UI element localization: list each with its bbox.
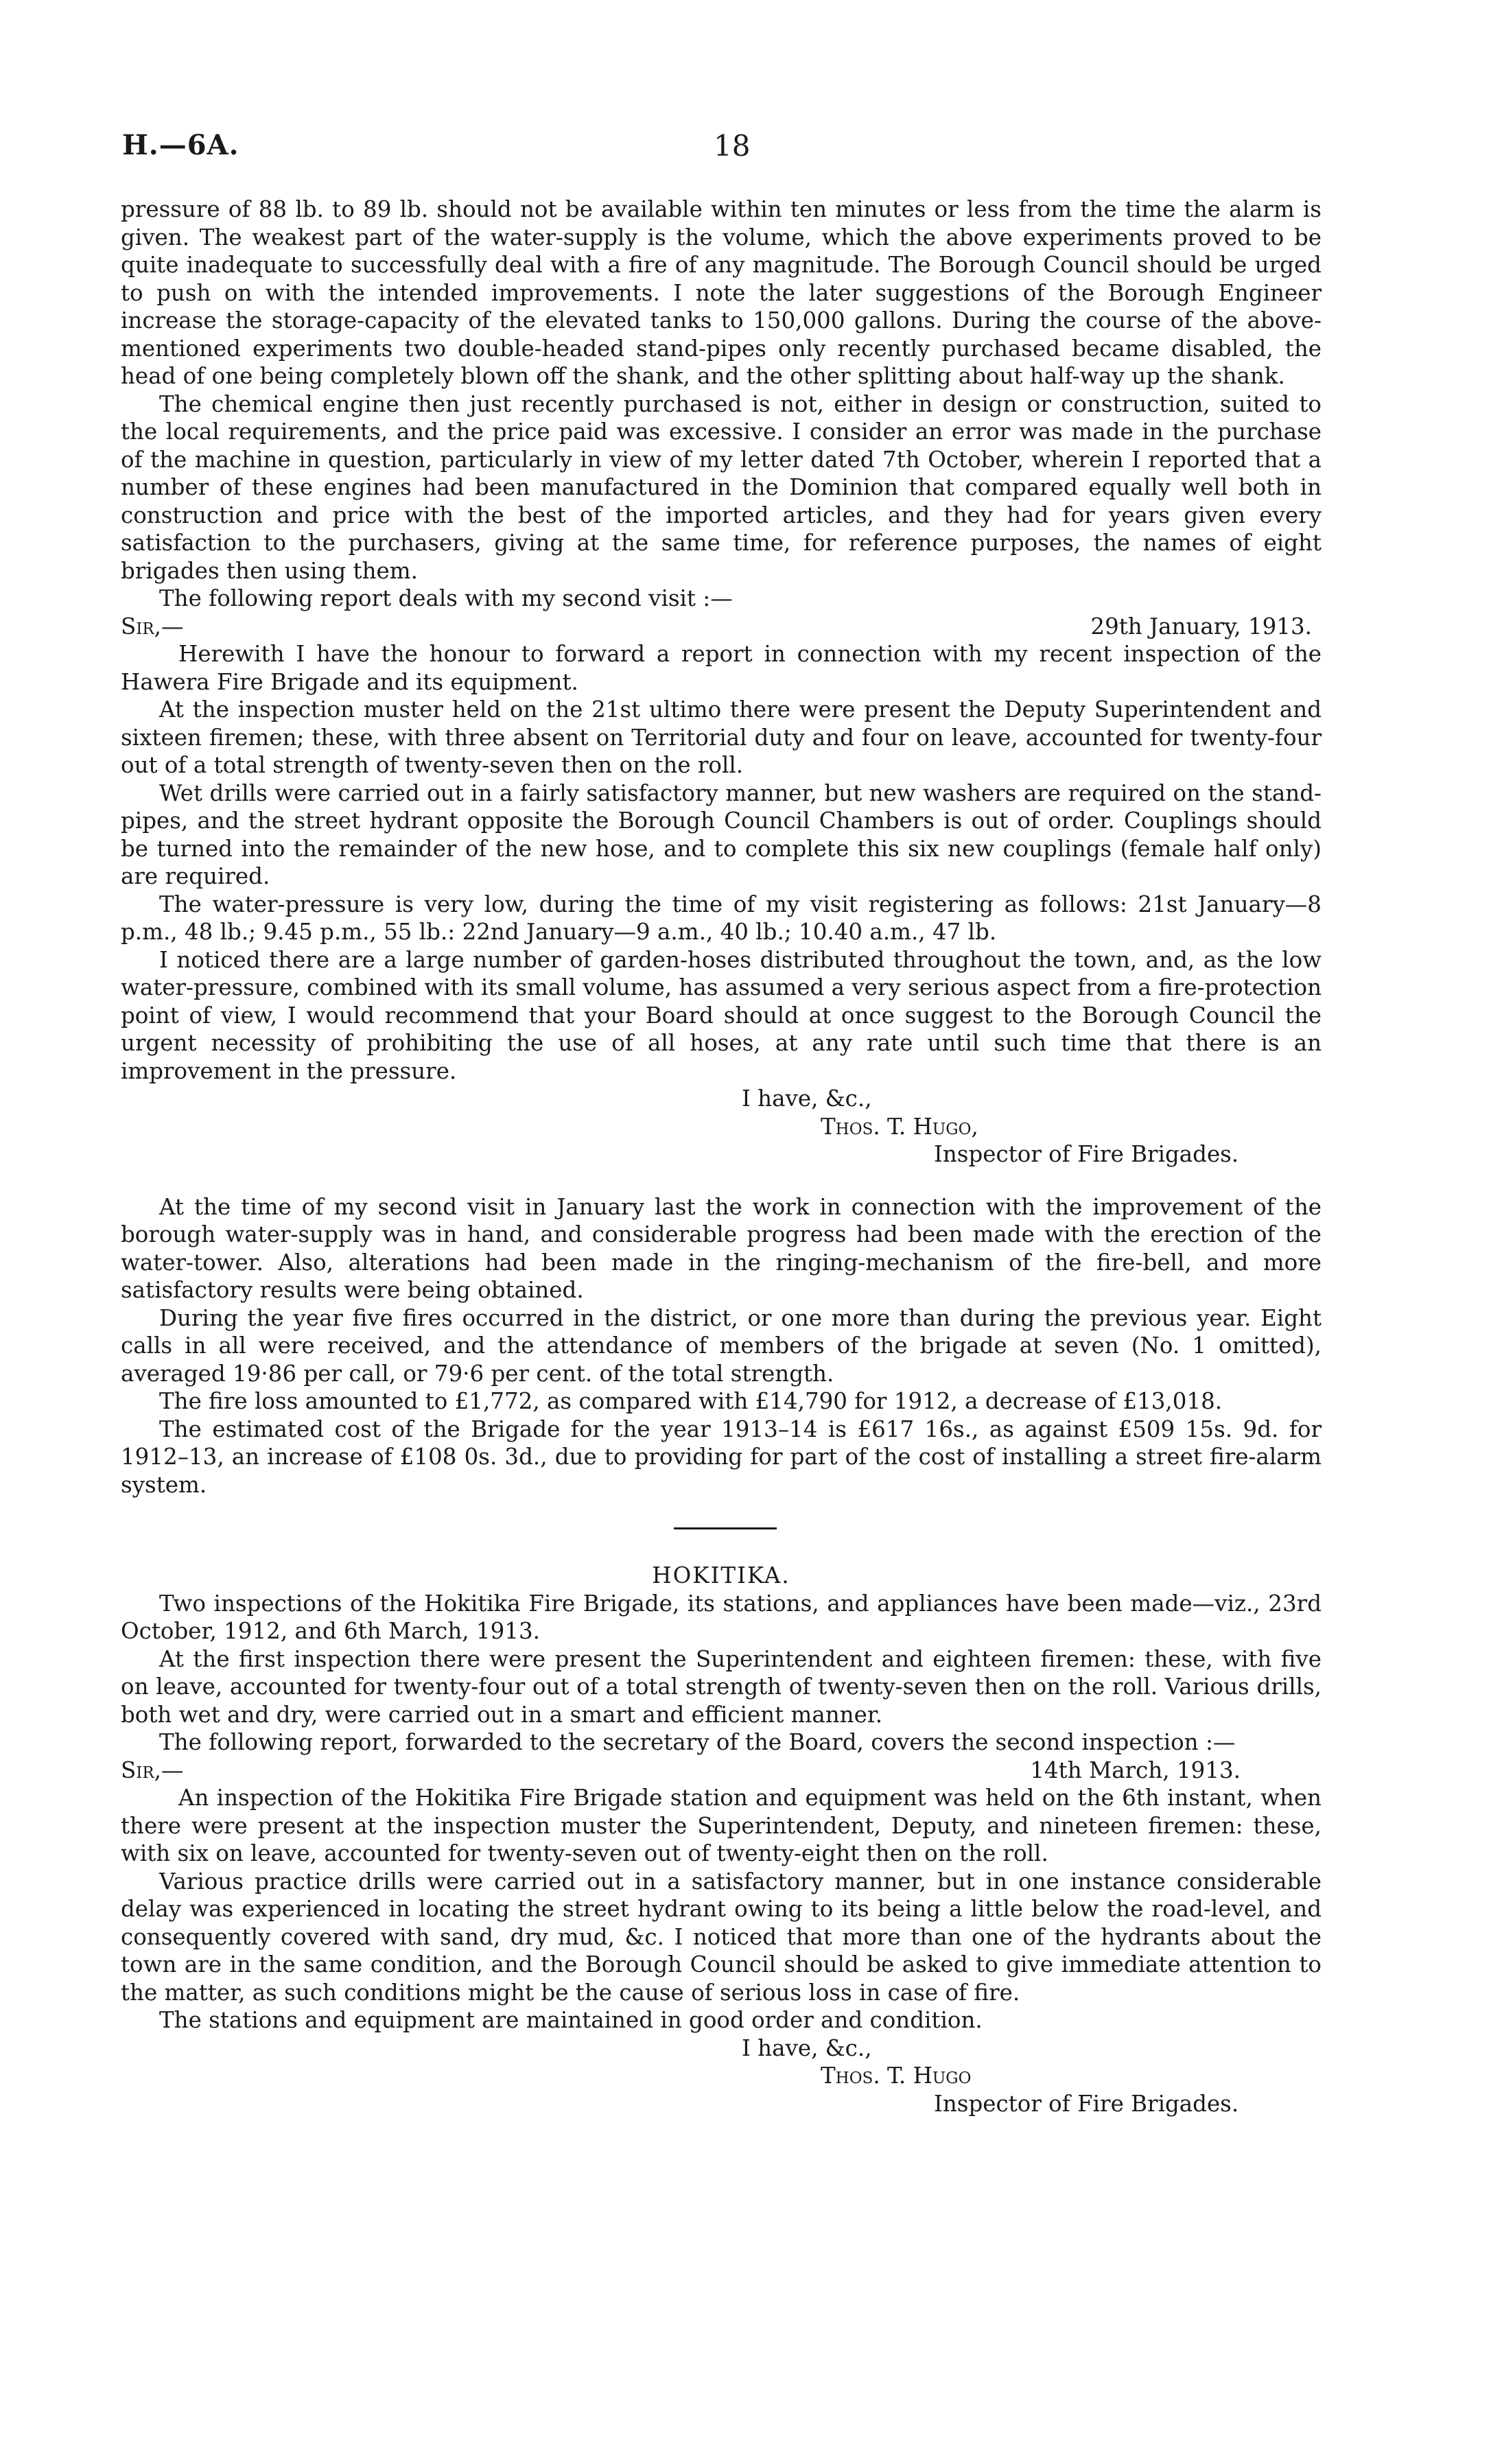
report1-paragraph: Wet drills were carried out in a fairly satisfactory manner, but new washers are required on the stand-pipes, and the street hydrant opposite the Borough Council Chambers is out of order. Couplings should be turned into the remainder of the new hose, and to complete this six new couplings (female half only) are required. [121,779,1322,889]
report1-paragraph: The water-pressure is very low, during the time of my visit registering as follows: 21st January—8 p.m., 48 lb.; 9.45 p.m., 55 lb.: 22nd January—9 a.m., 40 lb.; 10.40 a.m., 47 lb. [121,891,1322,945]
report2-closing: I have, &c., [742,2034,872,2061]
paragraph-report-intro: The following report deals with my second visit :— [159,585,733,611]
divider-line [674,1527,777,1529]
report2-salutation: Sir,— [121,1757,184,1783]
paragraph-water-tower: At the time of my second visit in January last the work in connection with the improvement of the borough water-supply was in hand, and considerable progress had been made with the erection of the water-tower. Also, alterations had been made in the ringing-mechanism of the fire-bell, and more satisfactory results were being obtained. [121,1193,1322,1303]
spacer [121,1169,1322,1193]
paragraph-chemical-engine: The chemical engine then just recently purchased is not, either in design or construction, suited to the local requirements, and the price paid was excessive. I consider an error was made in the purchase of the machine in question, particularly in view of my letter dated 7th October, wherein I reported that a number of these engines had been manufactured in the Dominion that compared equally well both in construction and price with the best of the imported articles, and they had for years given every satisfaction to the purchasers, giving at the same time, for reference purposes, the names of eight brigades then using them. [121,390,1322,584]
report1-paragraph: At the inspection muster held on the 21st ultimo there were present the Deputy Superintendent and sixteen firemen; these, with three absent on Territorial duty and four on leave, accounted for twenty-four out of a total strength of twenty-seven then on the roll. [121,696,1322,778]
paragraph-fires-year: During the year five fires occurred in the district, or one more than during the previous year. Eight calls in all were received, and the attendance of members of the brigade at seven (No. 1 omitted), averaged 19·86 per call, or 79·6 per cent. of the total strength. [121,1304,1322,1387]
report2-date: 14th March, 1913. [1030,1757,1241,1783]
page-header [0,129,1491,170]
report2-title: Inspector of Fire Brigades. [934,2090,1239,2117]
report2-paragraph: The stations and equipment are maintained in good order and condition. [159,2007,983,2033]
report2-signatory: Thos. T. Hugo [821,2063,972,2089]
hokitika-paragraph: At the first inspection there were present the Superintendent and eighteen firemen: these, with five on leave, accounted for twenty-four out of a total strength of twenty-seven then on the roll. Various drills, both wet and dry, were carried out in a smart and efficient manner. [121,1645,1322,1728]
report2-salutation-line [121,1757,1322,1785]
hokitika-paragraph: The following report, forwarded to the secretary of the Board, covers the second inspection :— [159,1729,1236,1755]
page-number: 18 [714,129,751,163]
hokitika-paragraph: Two inspections of the Hokitika Fire Brigade, its stations, and appliances have been made—viz., 23rd October, 1912, and 6th March, 1913. [121,1590,1322,1644]
report1-title: Inspector of Fire Brigades. [934,1141,1239,1167]
report2-paragraph: Various practice drills were carried out in a satisfactory manner, but in one instance considerable delay was experienced in locating the street hydrant owing to its being a little below the road-level, and consequently covered with sand, dry mud, &c. I noticed that more than one of the hydrants about the town are in the same condition, and the Borough Council should be asked to give immediate attention to the matter, as such conditions might be the cause of serious loss in case of fire. [121,1868,1322,2006]
report1-paragraph: I noticed there are a large number of garden-hoses distributed throughout the town, and, as the low water-pressure, combined with its small volume, has assumed a very serious aspect from a fire-protection point of view, I would recommend that your Board should at once suggest to the Borough Council the urgent necessity of prohibiting the use of all hoses, at any rate until such time that there is an improvement in the pressure. [121,946,1322,1084]
report1-closing: I have, &c., [742,1086,872,1112]
paragraph-continued: pressure of 88 lb. to 89 lb. should not be available within ten minutes or less from the time the alarm is given. The weakest part of the water-supply is the volume, which the above experiments proved to be quite inadequate to successfully deal with a fire of any magnitude. The Borough Council should be urged to push on with the intended improvements. I note the later suggestions of the Borough Engineer increase the storage-capacity of the elevated tanks to 150,000 gallons. During the course of the above-mentioned experiments two double-headed stand-pipes only recently purchased became disabled, the head of one being completely blown off the shank, and the other splitting about half-way up the shank. [121,196,1322,389]
page-body [121,196,1322,2117]
paragraph-fire-loss: The fire loss amounted to £1,772, as compared with £14,790 for 1912, a decrease of £13,018. [159,1388,1223,1414]
report1-date: 29th January, 1913. [1090,613,1312,640]
section-heading-hokitika: HOKITIKA. [652,1562,790,1588]
report1-paragraph: Herewith I have the honour to forward a report in connection with my recent inspection of the Hawera Fire Brigade and its equipment. [121,641,1322,695]
report2-paragraph: An inspection of the Hokitika Fire Brigade station and equipment was held on the 6th instant, when there were present at the inspection muster the Superintendent, Deputy, and nineteen firemen: these, with six on leave, accounted for twenty-seven out of twenty-eight then on the roll. [121,1785,1322,1866]
report1-signatory: Thos. T. Hugo, [821,1113,978,1140]
report1-salutation: Sir,— [121,613,184,640]
report1-salutation-line [121,613,1322,641]
document-reference: H.—6A. [122,129,239,161]
section-divider [121,1499,1322,1556]
paragraph-estimated-cost: The estimated cost of the Brigade for the year 1913–14 is £617 16s., as against £509 15s. 9d. for 1912–13, an increase of £108 0s. 3d., due to providing for part of the cost of installing a street fire-alarm system. [121,1416,1322,1498]
